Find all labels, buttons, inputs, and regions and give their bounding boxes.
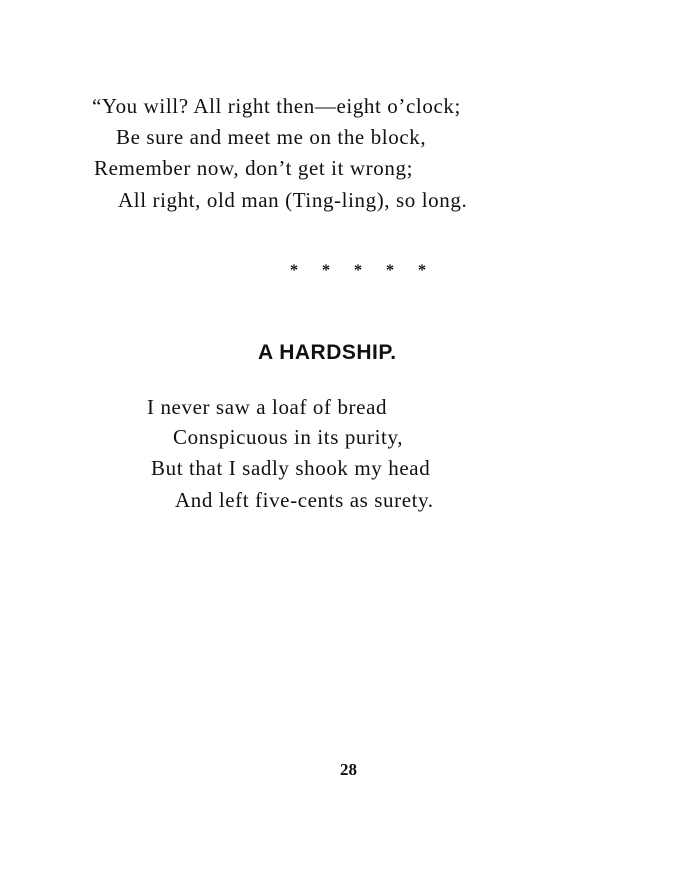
section-separator: * * * * * <box>290 262 436 279</box>
poem-line: Remember now, don’t get it wrong; <box>94 156 413 180</box>
poem-line: Conspicuous in its purity, <box>173 425 404 449</box>
poem-line: “You will? All right then—eight o’clock; <box>92 94 461 118</box>
page-number: 28 <box>340 760 357 779</box>
poem-title: A HARDSHIP. <box>258 341 397 364</box>
poem-line: And left five-cents as surety. <box>175 488 434 512</box>
poem-line: But that I sadly shook my head <box>151 456 431 480</box>
poem-line: Be sure and meet me on the block, <box>116 125 427 149</box>
poem-line: I never saw a loaf of bread <box>147 395 388 419</box>
poem-line: All right, old man (Ting-ling), so long. <box>118 188 468 212</box>
